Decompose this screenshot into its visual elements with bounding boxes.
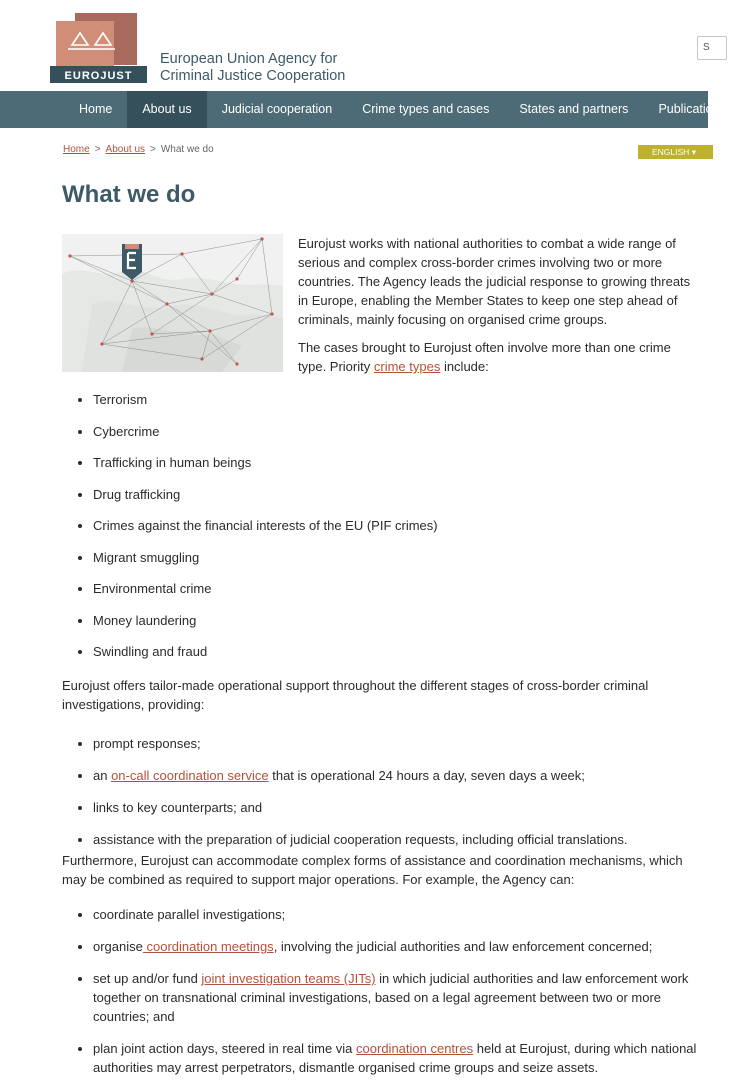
on-call-coordination-link[interactable]: on-call coordination service xyxy=(111,768,269,783)
site-header xyxy=(0,0,708,91)
list-item: • Trafficking in human beings xyxy=(93,453,713,472)
breadcrumb-current: What we do xyxy=(160,144,214,155)
support-intro xyxy=(62,676,702,714)
list-item: • Cybercrime xyxy=(93,422,713,441)
breadcrumb-about-link[interactable]: About us xyxy=(105,144,146,155)
list-item: • assistance with the preparation of judicial cooperation requests, including official translations. xyxy=(93,830,713,849)
intro-text-segment: The cases brought to Eurojust often involve more than one crime type. Priority xyxy=(298,340,671,374)
list-item: • Terrorism xyxy=(93,390,713,409)
list-item xyxy=(93,937,713,956)
list-text-segment: held at Eurojust, during which national authorities may arrest perpetrators, dismantle organised crime groups and seize assets. xyxy=(93,1041,697,1075)
coordination-meetings-link[interactable]: coordination meetings xyxy=(142,939,274,954)
language-selector[interactable] xyxy=(638,145,713,159)
logo-text: EUROJUST xyxy=(64,70,133,82)
list-item: • Money laundering xyxy=(93,611,713,630)
support-list xyxy=(62,734,713,849)
search-input[interactable]: S xyxy=(697,36,727,60)
coordination-centres-link[interactable]: coordination centres xyxy=(356,1041,474,1056)
list-text-segment: , involving the judicial authorities and law enforcement concerned; xyxy=(273,939,653,954)
nav-judicial-cooperation[interactable]: Judicial cooperation xyxy=(221,102,333,116)
intro-text-segment: include: xyxy=(440,359,489,374)
list-item: • coordinate parallel investigations; xyxy=(93,905,713,924)
intro-text xyxy=(298,234,698,385)
agency-capabilities-list xyxy=(62,905,713,1077)
eurojust-logo[interactable] xyxy=(50,13,147,83)
europe-network-map-image xyxy=(62,234,283,372)
main-navigation xyxy=(0,91,726,128)
list-text-segment: organise xyxy=(93,939,143,954)
breadcrumb-separator: > xyxy=(94,144,101,155)
intro-paragraph-2 xyxy=(298,338,698,376)
list-item: • Environmental crime xyxy=(93,579,713,598)
further-intro-text: Furthermore, Eurojust can accommodate complex forms of assistance and coordination mechanisms, which may be combined as required to support major operations. For example, the Agency can: xyxy=(62,853,683,887)
list-text-segment: plan joint action days, steered in real time via xyxy=(93,1041,357,1056)
crime-types-link[interactable]: crime types xyxy=(373,359,441,374)
language-label: ENGLISH xyxy=(652,147,690,157)
joint-investigation-teams-link[interactable]: joint investigation teams (JITs) xyxy=(201,971,376,986)
list-item: • Drug trafficking xyxy=(93,485,713,504)
list-text-segment: in which judicial authorities and law enforcement work together on transnational criminal investigations, based on a legal agreement between two or more countries; and xyxy=(93,971,689,1024)
breadcrumb-home-link[interactable]: Home xyxy=(63,144,90,155)
list-text-segment: set up and/or fund xyxy=(93,971,202,986)
list-item xyxy=(93,1039,713,1077)
list-text-segment: that is operational 24 hours a day, seven days a week; xyxy=(268,768,585,783)
nav-crime-types-and-cases[interactable]: Crime types and cases xyxy=(362,102,490,116)
support-intro-text: Eurojust offers tailor-made operational support throughout the different stages of cross-border criminal investigations, providing: xyxy=(62,678,649,712)
further-intro xyxy=(62,851,702,889)
list-item: • Migrant smuggling xyxy=(93,548,713,567)
nav-home[interactable]: Home xyxy=(79,102,113,116)
intro-paragraph-1: Eurojust works with national authorities to combat a wide range of serious and complex cross-border crimes involving two or more countries. The Agency leads the judicial response to growing threats in Europe, enabling the Member States to keep one step ahead of criminals, mainly focusing on organised crime groups. xyxy=(298,236,691,327)
nav-states-and-partners[interactable]: States and partners xyxy=(519,102,629,116)
breadcrumb xyxy=(63,144,214,155)
chevron-down-icon: ▾ xyxy=(691,147,696,157)
org-name-line2: Criminal Justice Cooperation xyxy=(160,68,346,84)
nav-about-us[interactable]: About us xyxy=(127,91,206,128)
organisation-name xyxy=(160,51,345,85)
breadcrumb-separator: > xyxy=(150,144,156,155)
list-item: • Swindling and fraud xyxy=(93,642,713,661)
list-item: • prompt responses; xyxy=(93,734,713,753)
list-text-segment: an xyxy=(93,768,112,783)
crime-types-list xyxy=(62,390,713,661)
page-title: What we do xyxy=(62,181,196,208)
list-item xyxy=(93,766,713,785)
nav-publications[interactable]: Publications xyxy=(658,102,726,116)
list-item: • links to key counterparts; and xyxy=(93,798,713,817)
org-name-line1: European Union Agency for xyxy=(160,51,338,67)
list-item xyxy=(93,969,713,1026)
list-item: • Crimes against the financial interests of the EU (PIF crimes) xyxy=(93,516,713,535)
